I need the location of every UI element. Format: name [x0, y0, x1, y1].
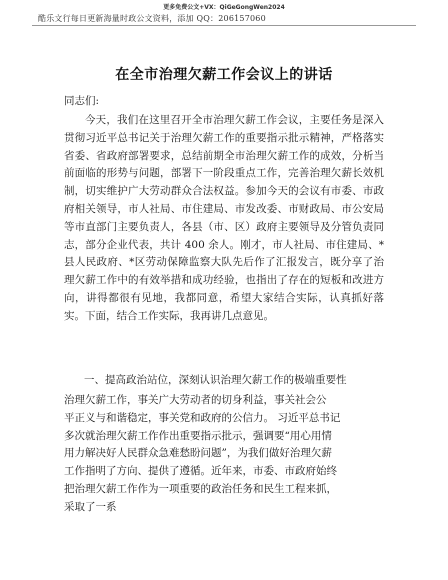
document-title: 在全市治理欠薪工作会议上的讲话 — [115, 67, 333, 83]
text-line: 工作指明了方向、提供了遵循。近年来，市委、市政府始终 — [64, 465, 337, 478]
top-banner: 更多免费公文+VX：QiGeGongWen2024 — [163, 4, 285, 11]
paragraph-section-1 — [64, 392, 384, 517]
text-line: 把治理欠薪工作作为一项重要的政治任务和民生工程来抓， — [64, 482, 337, 495]
text-line: 采取了一系 — [64, 500, 117, 513]
header-divider — [32, 25, 416, 26]
section-heading-1: 一、提高政治站位，深刻认识治理欠薪工作的极端重要性 — [84, 374, 347, 386]
header-note: 酷乐文行每日更新海量时政公文资料，添加 QQ：206157060 — [38, 14, 266, 23]
text-line: 治理欠薪工作，事关广大劳动者的切身利益，事关社会公 — [64, 394, 327, 406]
salutation: 同志们: — [64, 95, 100, 107]
paragraph-intro: 今天，我们在这里召开全市治理欠薪工作会议，主要任务是深入贯彻习近平总书记关于治理欠薪工作的重要指示批示精神，严格落实省委、省政府部署要求，总结前期全市治理欠薪工作的成效，分析当前面临的形势与问题，部署下一阶段重点工作，完善治理欠薪长效机制，切实维护广大劳动群众合法权益。参加今天的会议有市委、市政府相关领导，市人社局、市住建局、市发改委、市财政局、市公安局等市直部门主要负责人，各县（市、区）政府主要领导及分管负责同志，部分企业代表，共计 400 余人。刚才，市人社局、市住建局、*县人民政府、*区劳动保障监察大队先后作了汇报发言，既分享了治理欠薪工作中的有效举措和成功经验，也指出了存在的短板和改进方向，讲得都很有见地，我都同意，希望大家结合实际，认真抓好落实。下面，结合工作实际，我再讲几点意见。 — [64, 114, 384, 322]
text-line: 平正义与和谐稳定，事关党和政府的公信力。 习近平总书记 — [64, 411, 341, 424]
text-line: 用力解决好人民群众急难愁盼问题”，为我们做好治理欠薪 — [64, 447, 332, 460]
text-line: 多次就治理欠薪工作作出重要指示批示，强调要“用心用情 — [64, 429, 332, 442]
